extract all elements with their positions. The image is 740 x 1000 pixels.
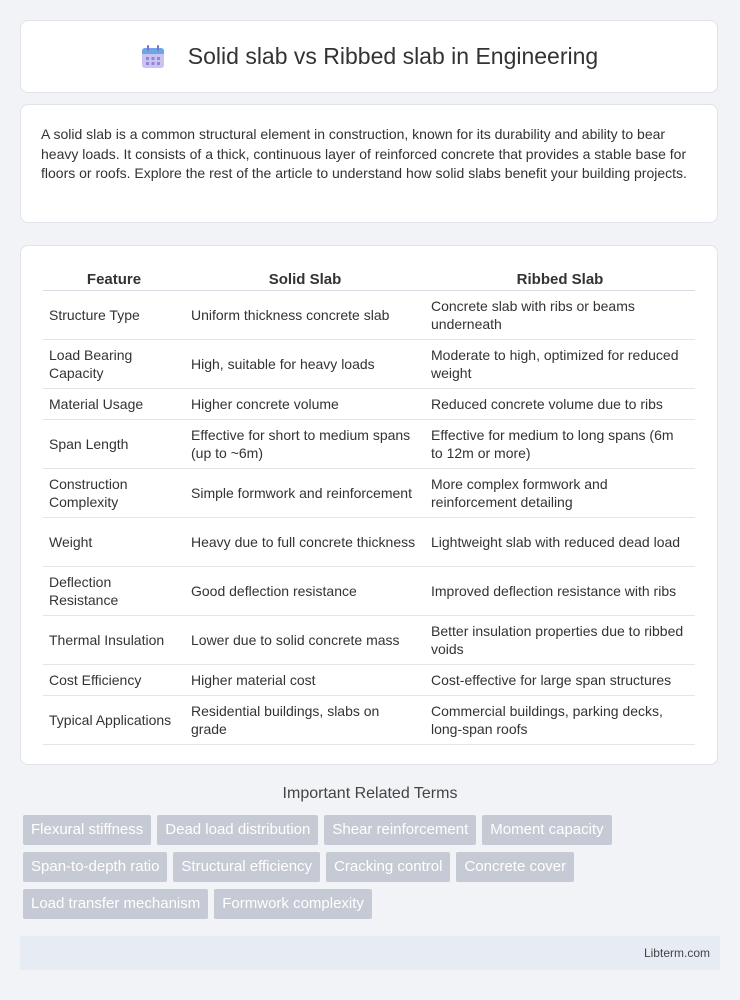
table-cell: Higher concrete volume xyxy=(185,389,425,420)
table-cell: Effective for medium to long spans (6m to 12m or more) xyxy=(425,420,695,469)
table-cell: Lightweight slab with reduced dead load xyxy=(425,518,695,567)
related-terms-title: Important Related Terms xyxy=(282,785,458,802)
table-cell: Deflection Resistance xyxy=(43,567,185,616)
table-header-row xyxy=(43,266,695,291)
related-term-tag[interactable]: Load transfer mechanism xyxy=(23,889,208,919)
table-row xyxy=(43,616,695,665)
related-term-tag[interactable]: Formwork complexity xyxy=(214,889,372,919)
table-cell: Uniform thickness concrete slab xyxy=(185,291,425,340)
comparison-card xyxy=(20,245,718,765)
related-term-tag[interactable]: Span-to-depth ratio xyxy=(23,852,167,882)
table-cell: Cost-effective for large span structures xyxy=(425,665,695,696)
table-cell: Better insulation properties due to ribbed voids xyxy=(425,616,695,665)
table-row xyxy=(43,340,695,389)
related-terms-tags xyxy=(20,815,720,926)
table-cell: Heavy due to full concrete thickness xyxy=(185,518,425,567)
table-cell: Simple formwork and reinforcement xyxy=(185,469,425,518)
table-row xyxy=(43,291,695,340)
table-cell: Residential buildings, slabs on grade xyxy=(185,696,425,745)
table-cell: Load Bearing Capacity xyxy=(43,340,185,389)
related-term-tag[interactable]: Dead load distribution xyxy=(157,815,318,845)
table-cell: Higher material cost xyxy=(185,665,425,696)
comparison-table xyxy=(43,266,695,745)
table-row xyxy=(43,469,695,518)
table-cell: Effective for short to medium spans (up to ~6m) xyxy=(185,420,425,469)
related-term-tag[interactable]: Concrete cover xyxy=(456,852,574,882)
header-ribbed-slab: Ribbed Slab xyxy=(425,266,695,291)
table-row xyxy=(43,389,695,420)
table-row xyxy=(43,518,695,567)
table-cell: Concrete slab with ribs or beams underneath xyxy=(425,291,695,340)
table-row xyxy=(43,567,695,616)
title-card xyxy=(20,20,718,93)
table-cell: Cost Efficiency xyxy=(43,665,185,696)
table-cell: Improved deflection resistance with ribs xyxy=(425,567,695,616)
footer-site-link[interactable]: Libterm.com xyxy=(643,946,710,960)
page-title: Solid slab vs Ribbed slab in Engineering xyxy=(187,43,599,69)
related-term-tag[interactable]: Structural efficiency xyxy=(173,852,320,882)
table-cell: Commercial buildings, parking decks, long-span roofs xyxy=(425,696,695,745)
table-cell: High, suitable for heavy loads xyxy=(185,340,425,389)
table-cell: Good deflection resistance xyxy=(185,567,425,616)
header-solid-slab: Solid Slab xyxy=(185,266,425,291)
table-cell: Structure Type xyxy=(43,291,185,340)
table-cell: Construction Complexity xyxy=(43,469,185,518)
footer xyxy=(20,936,720,970)
related-term-tag[interactable]: Shear reinforcement xyxy=(324,815,476,845)
table-cell: Typical Applications xyxy=(43,696,185,745)
table-row xyxy=(43,665,695,696)
related-terms-section xyxy=(20,785,720,926)
table-row xyxy=(43,696,695,745)
related-term-tag[interactable]: Moment capacity xyxy=(482,815,611,845)
calendar-icon xyxy=(140,44,166,70)
table-cell: More complex formwork and reinforcement detailing xyxy=(425,469,695,518)
table-cell: Span Length xyxy=(43,420,185,469)
table-cell: Weight xyxy=(43,518,185,567)
header-feature: Feature xyxy=(43,266,185,291)
related-term-tag[interactable]: Cracking control xyxy=(326,852,450,882)
table-cell: Reduced concrete volume due to ribs xyxy=(425,389,695,420)
table-cell: Material Usage xyxy=(43,389,185,420)
intro-card xyxy=(20,104,718,223)
related-term-tag[interactable]: Flexural stiffness xyxy=(23,815,151,845)
table-row xyxy=(43,420,695,469)
table-cell: Thermal Insulation xyxy=(43,616,185,665)
table-cell: Lower due to solid concrete mass xyxy=(185,616,425,665)
table-cell: Moderate to high, optimized for reduced weight xyxy=(425,340,695,389)
intro-text: A solid slab is a common structural element in construction, known for its durability and ability to bear heavy loads. It consists of a thick, continuous layer of reinforced concrete that provides a stable base for floors or roofs. Explore the rest of the article to understand how solid slabs benefit your building projects. xyxy=(41,126,687,181)
